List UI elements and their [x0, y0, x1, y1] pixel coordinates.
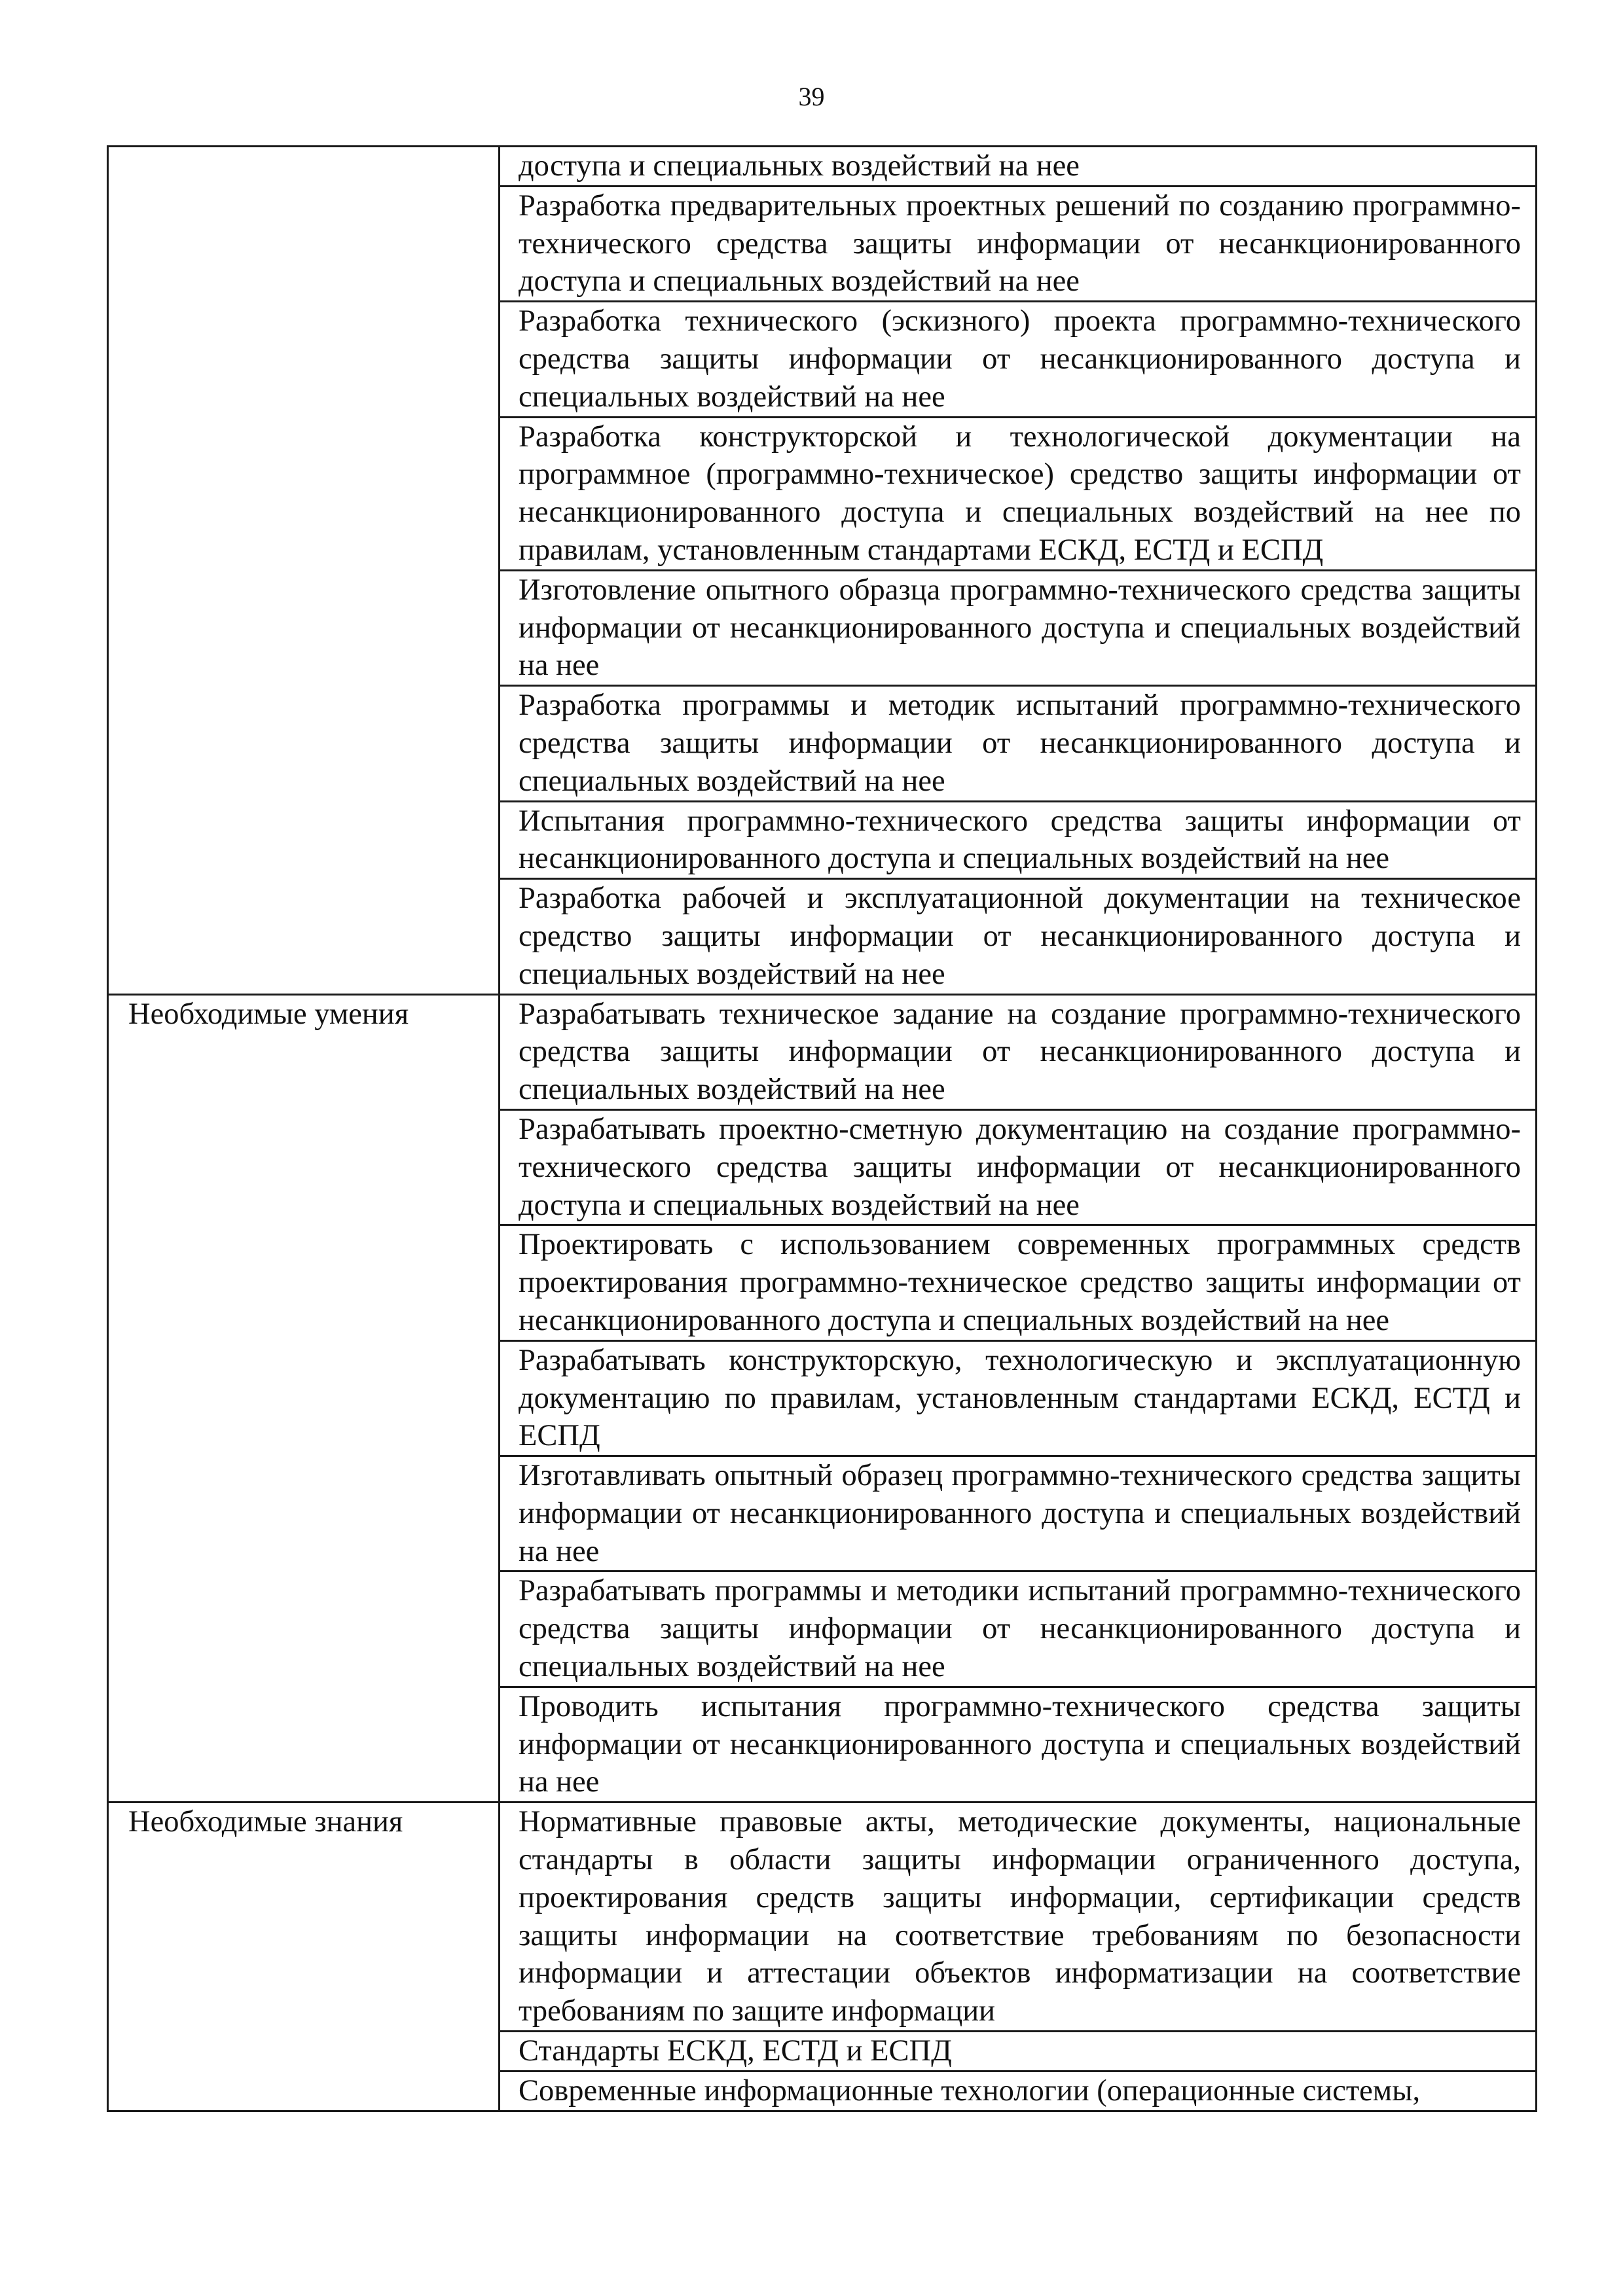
requirement-item: Современные информационные технологии (операционные системы,	[500, 2071, 1537, 2111]
requirement-item: Разработка технического (эскизного) проекта программно-технического средства защиты информации от несанкционированного доступа и специальных воздействий на нее	[500, 302, 1537, 417]
requirement-item: Разрабатывать проектно-сметную документацию на создание программно-технического средства защиты информации от несанкционированного доступа и специальных воздействий на нее	[500, 1109, 1537, 1225]
page-number: 39	[798, 82, 825, 111]
table-row	[108, 147, 1537, 187]
requirement-item: Нормативные правовые акты, методические документы, национальные стандарты в области защиты информации ограниченного доступа, проектирования средств защиты информации, сертификации средств защиты информации на соответствие требованиям по безопасности информации и аттестации объектов информатизации на соответствие требованиям по защите информации	[500, 1803, 1537, 2032]
requirement-item: Изготовление опытного образца программно-технического средства защиты информации от несанкционированного доступа и специальных воздействий на нее	[500, 570, 1537, 685]
section-label: Необходимые знания	[108, 1803, 500, 2111]
requirement-item: доступа и специальных воздействий на нее	[500, 147, 1537, 187]
requirement-item: Изготавливать опытный образец программно-технического средства защиты информации от несанкционированного доступа и специальных воздействий на нее	[500, 1456, 1537, 1571]
requirement-item: Испытания программно-технического средства защиты информации от несанкционированного доступа и специальных воздействий на нее	[500, 801, 1537, 879]
table-row	[108, 1803, 1537, 2032]
table-row	[108, 994, 1537, 1109]
requirement-item: Разработка конструкторской и технологической документации на программное (программно-техническое) средство защиты информации от несанкционированного доступа и специальных воздействий на нее по правилам, установленным стандартами ЕСКД, ЕСТД и ЕСПД	[500, 417, 1537, 570]
requirement-item: Стандарты ЕСКД, ЕСТД и ЕСПД	[500, 2032, 1537, 2072]
requirement-item: Проводить испытания программно-технического средства защиты информации от несанкционированного доступа и специальных воздействий на нее	[500, 1687, 1537, 1802]
requirement-item: Разработка рабочей и эксплуатационной документации на техническое средство защиты информации от несанкционированного доступа и специальных воздействий на нее	[500, 879, 1537, 994]
requirement-item: Разрабатывать техническое задание на создание программно-технического средства защиты информации от несанкционированного доступа и специальных воздействий на нее	[500, 994, 1537, 1109]
section-label: Необходимые умения	[108, 994, 500, 1803]
requirement-item: Разрабатывать программы и методики испытаний программно-технического средства защиты информации от несанкционированного доступа и специальных воздействий на нее	[500, 1571, 1537, 1687]
requirement-item: Разрабатывать конструкторскую, технологическую и эксплуатационную документацию по правилам, установленным стандартами ЕСКД, ЕСТД и ЕСПД	[500, 1340, 1537, 1456]
requirement-item: Разработка программы и методик испытаний программно-технического средства защиты информации от несанкционированного доступа и специальных воздействий на нее	[500, 686, 1537, 801]
requirement-item: Проектировать с использованием современных программных средств проектирования программно-техническое средство защиты информации от несанкционированного доступа и специальных воздействий на нее	[500, 1225, 1537, 1340]
requirements-table	[107, 145, 1537, 2112]
requirement-item: Разработка предварительных проектных решений по созданию программно-технического средства защиты информации от несанкционированного доступа и специальных воздействий на нее	[500, 186, 1537, 301]
section-label	[108, 147, 500, 995]
